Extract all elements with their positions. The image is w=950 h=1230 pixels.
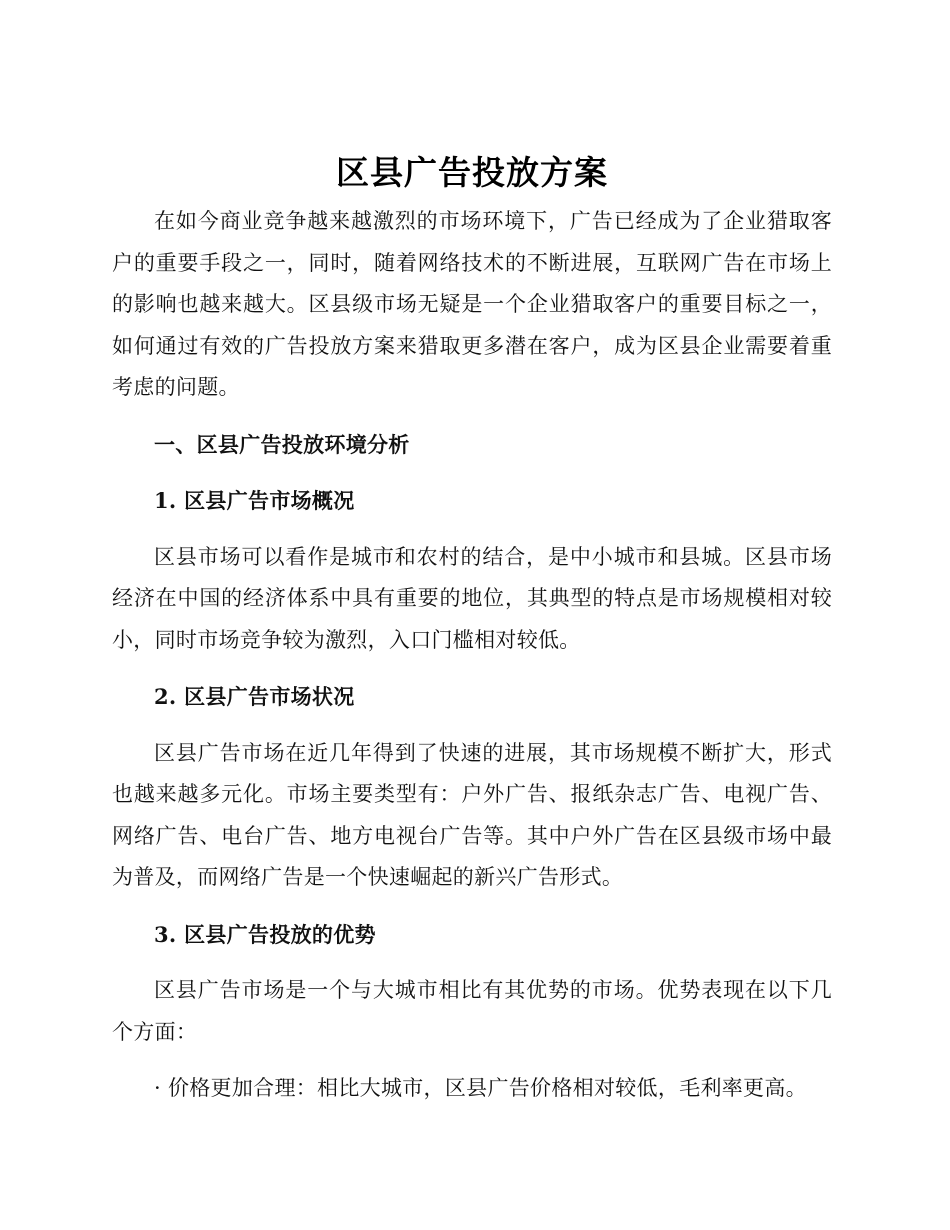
subsection-3-body: 区县广告市场是一个与大城市相比有其优势的市场。优势表现在以下几个方面：	[112, 978, 832, 1044]
spacer	[112, 899, 832, 914]
bullet-item: · 价格更加合理：相比大城市，区县广告价格相对较低，毛利率更高。	[154, 1076, 807, 1100]
spacer	[112, 1053, 832, 1068]
subsection-2-heading: 2. 区县广告市场状况	[154, 684, 355, 709]
spacer	[112, 409, 832, 424]
spacer	[112, 661, 832, 676]
spacer	[112, 522, 832, 537]
subsection-3-heading: 3. 区县广告投放的优势	[154, 921, 376, 947]
spacer	[112, 718, 832, 733]
spacer	[112, 955, 832, 970]
document-title: 区县广告投放方案	[336, 153, 608, 192]
subsection-1-body: 区县市场可以看作是城市和农村的结合，是中小城市和县城。区县市场经济在中国的经济体系中具有重要的地位，其典型的特点是市场规模相对较小，同时市场竞争较为激烈，入口门槛相对较低。	[112, 544, 832, 652]
intro-paragraph: 在如今商业竞争越来越激烈的市场环境下，广告已经成为了企业猎取客户的重要手段之一，同时，随着网络技术的不断进展，互联网广告在市场上的影响也越来越大。区县级市场无疑是一个企业猎取客户的重要目标之一，如何通过有效的广告投放方案来猎取更多潜在客户，成为区县企业需要着重考虑的问题。	[112, 209, 832, 399]
subsection-1-heading: 1. 区县广告市场概况	[154, 488, 355, 513]
section-1-heading: 一、区县广告投放环境分析	[154, 431, 410, 457]
document-page	[112, 145, 832, 1110]
subsection-2-body: 区县广告市场在近几年得到了快速的进展，其市场规模不断扩大，形式也越来越多元化。市场主要类型有：户外广告、报纸杂志广告、电视广告、网络广告、电台广告、地方电视台广告等。其中户外广告在区县级市场中最为普及，而网络广告是一个快速崛起的新兴广告形式。	[112, 740, 832, 889]
spacer	[112, 465, 832, 480]
